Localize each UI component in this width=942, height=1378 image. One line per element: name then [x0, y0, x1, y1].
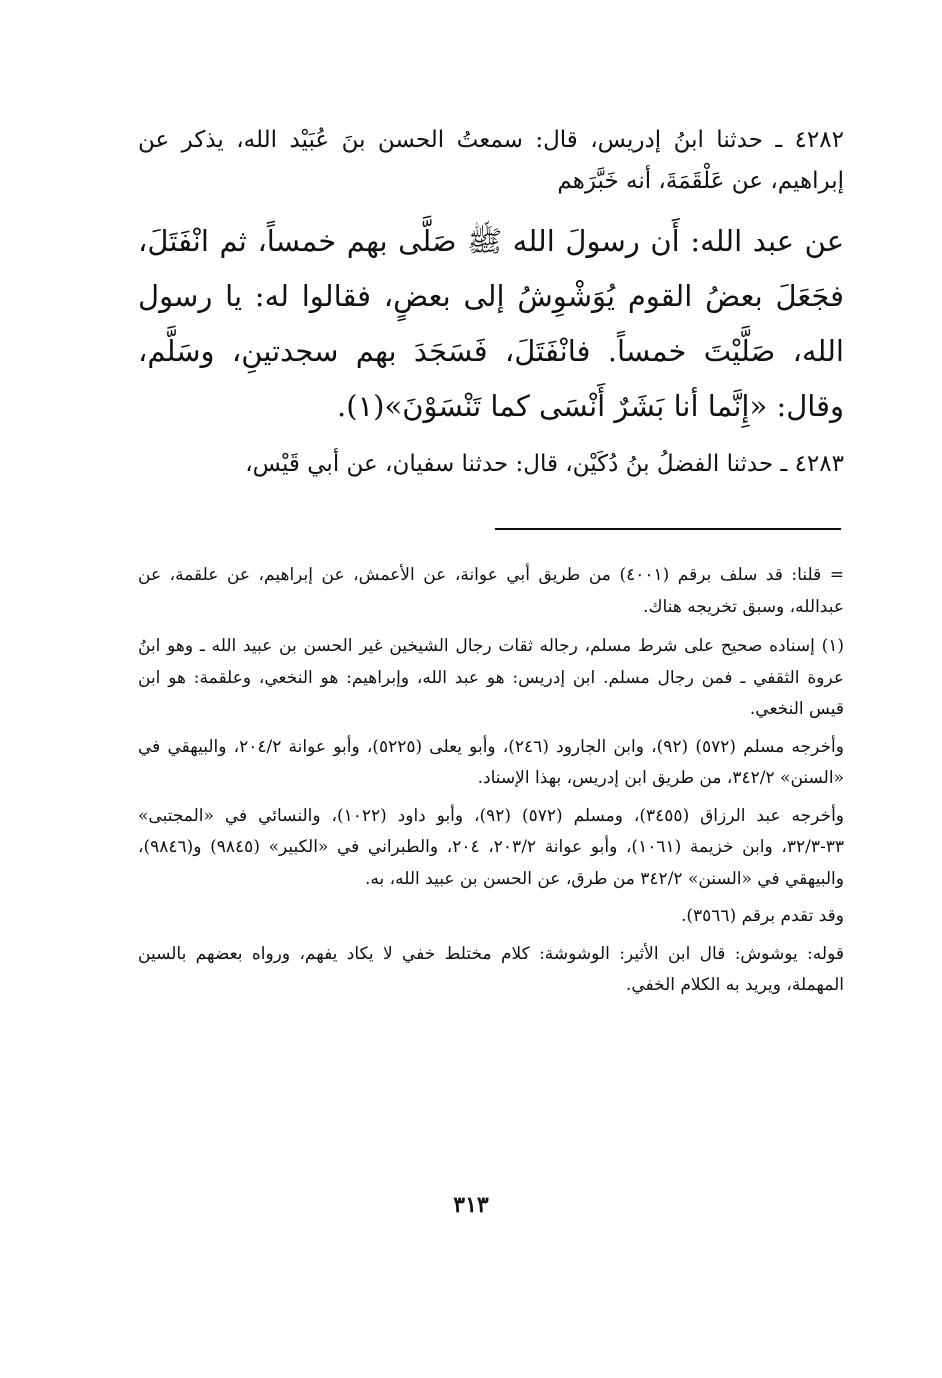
hadith-4282-intro: ٤٢٨٢ ـ حدثنا ابنُ إدريس، قال: سمعتُ الحسن بنَ عُبَيْد الله، يذكر عن إبراهيم، عن عَلْقَمَةَ، أنه خَبَّرَهم — [138, 127, 844, 194]
footnote-1: (١) إسناده صحيح على شرط مسلم، رجاله ثقات رجال الشيخين غير الحسن بن عبيد الله ـ وهو ابنُ عروة الثقفي ـ فمن رجال مسلم. ابن إدريس: هو عبد الله، وإبراهيم: هو النخعي، وعلقمة: هو ابن قيس النخعي. — [138, 636, 844, 719]
hadith-4283-intro: ٤٢٨٣ ـ حدثنا الفضلُ بنُ دُكَيْن، قال: حدثنا سفيان، عن أبي قَيْس، — [245, 451, 844, 477]
footnote-continuation: = قلنا: قد سلف برقم (٤٠٠١) من طريق أبي عوانة، عن الأعمش، عن إبراهيم، عن علقمة، عن عبدالله، وسبق تخريجه هناك. — [138, 565, 844, 617]
page-number: ٣١٣ — [453, 1192, 489, 1218]
footnote-separator — [495, 528, 841, 530]
footnote-1-gloss: قوله: يوشوش: قال ابن الأثير: الوشوشة: كلام مختلط خفي لا يكاد يفهم، ورواه بعضهم بالسين المهملة، ويريد به الكلام الخفي. — [138, 943, 844, 995]
footnotes — [138, 560, 844, 1008]
hadith-4282-text: عن عبد الله: أَن رسولَ الله ﷺ صَلَّى بهم خمساً، ثم انْفَتَلَ، فجَعَلَ بعضُ القوم يُوَشْوِشُ إلى بعضٍ، فقالوا له: يا رسول الله، صَلَّيْتَ خمساً. فانْفَتَلَ، فَسَجَدَ بهم سجدتينِ، وسَلَّم، وقال: «إِنَّما أنا بَشَرٌ أَنْسَى كما تَنْسَوْنَ»(١). — [138, 224, 844, 423]
footnote-1-takhrij-2: وأخرجه عبد الرزاق (٣٤٥٥)، ومسلم (٥٧٢) (٩٢)، وأبو داود (١٠٢٢)، والنسائي في «المجتبى» ٣٣-٣٢/٣، وابن خزيمة (١٠٦١)، وأبو عوانة ٢٠٣/٢، ٢٠٤، والطبراني في «الكبير» (٩٨٤٥) و(٩٨٤٦)، والبيهقي في «السنن» ٣٤٢/٢ من طرق، عن الحسن بن عبيد الله، به. — [138, 805, 844, 889]
footnote-1-takhrij-1: وأخرجه مسلم (٥٧٢) (٩٢)، وابن الجارود (٢٤٦)، وأبو يعلى (٥٢٢٥)، وأبو عوانة ٢٠٤/٢، والبيهقي في «السنن» ٣٤٢/٢، من طريق ابن إدريس، بهذا الإسناد. — [138, 736, 844, 788]
footnote-1-cross-ref: وقد تقدم برقم (٣٥٦٦). — [680, 906, 844, 926]
main-text — [138, 120, 844, 485]
